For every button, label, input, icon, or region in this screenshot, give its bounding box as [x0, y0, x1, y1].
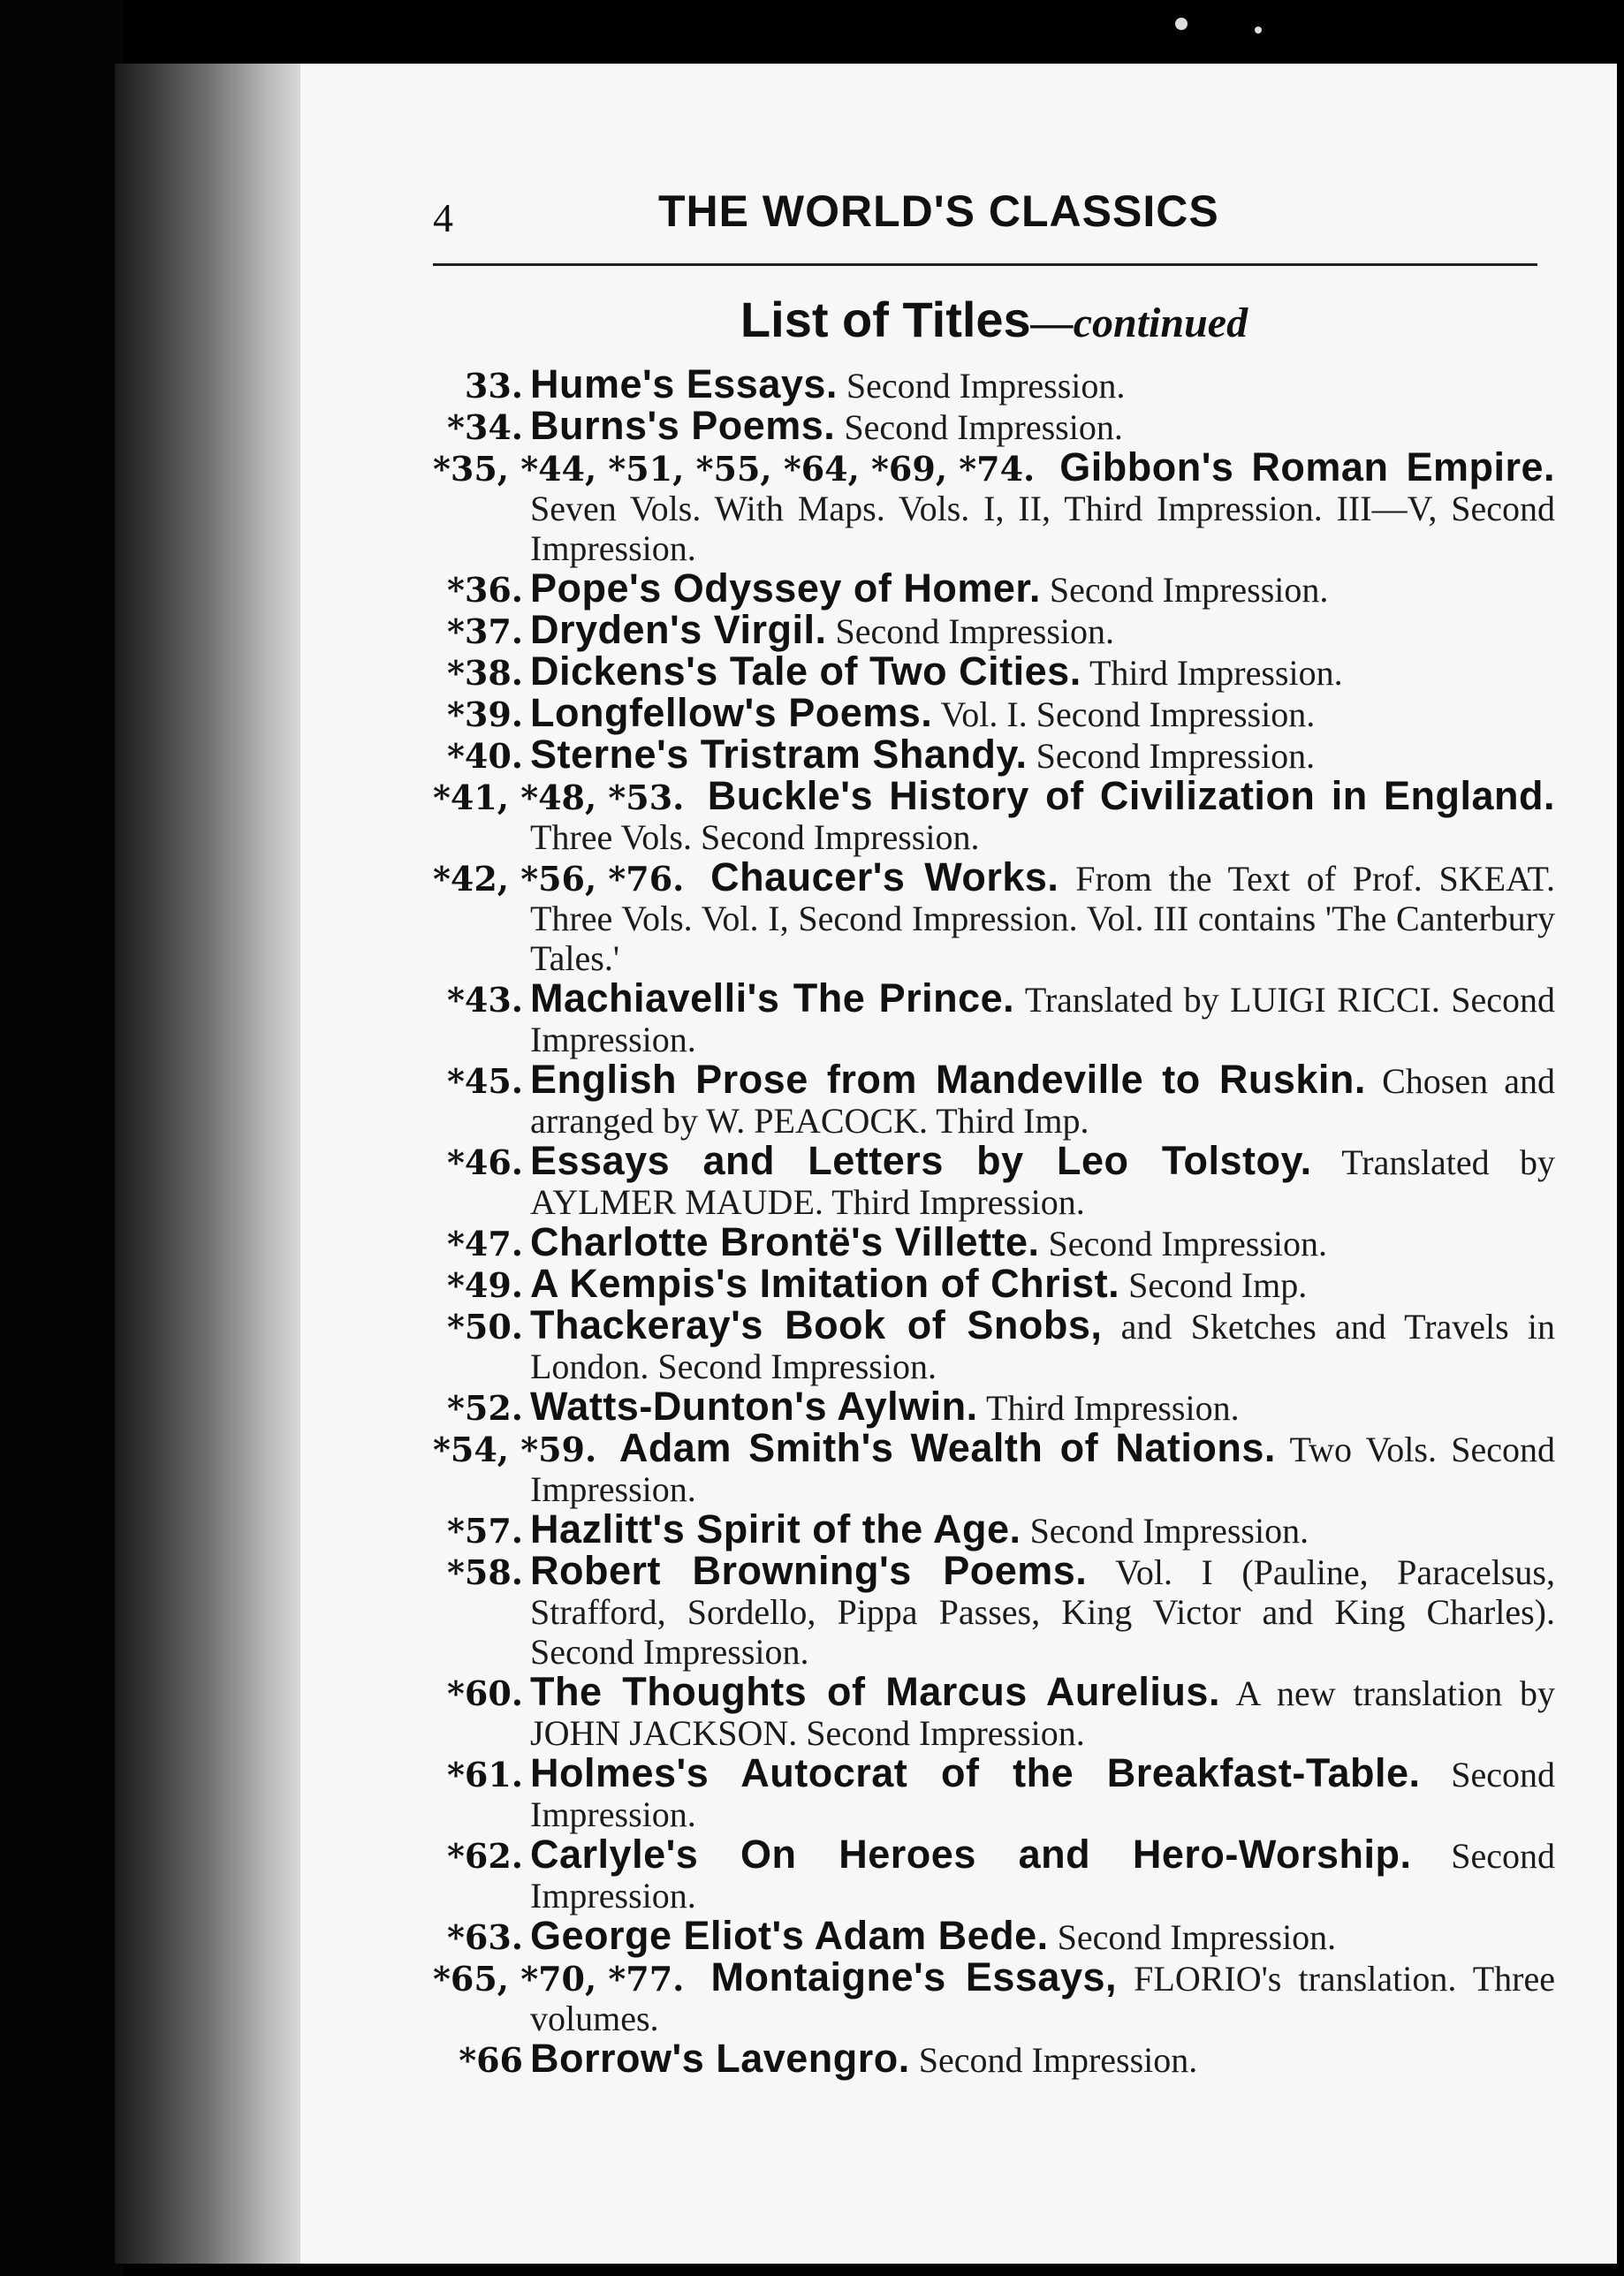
entry-number: *46. — [447, 1142, 523, 1182]
entry-number: *54, *59. — [433, 1430, 597, 1469]
entry-number: *38. — [447, 653, 523, 693]
list-heading — [433, 291, 1555, 348]
list-heading-continued: —continued — [1030, 300, 1248, 346]
entry-number: *63. — [447, 1917, 523, 1957]
entry-description: Second Impression. — [1040, 570, 1329, 610]
entry-number: *62. — [447, 1836, 523, 1876]
entry-title: Watts-Dunton's Aylwin. — [530, 1384, 978, 1429]
running-title: THE WORLD'S CLASSICS — [658, 186, 1219, 236]
entry-number: *58. — [447, 1552, 523, 1592]
entry-description: Second Impression. — [837, 366, 1126, 406]
entry-number: *37. — [447, 611, 523, 651]
entry-number: *43. — [447, 980, 523, 1020]
entry-description: Second Impression. — [1039, 1224, 1327, 1263]
entry-title: Dryden's Virgil. — [530, 607, 827, 652]
entry-description: Translated by LUIGI RICCI. Second Impression. — [530, 980, 1555, 1059]
entry-description: Second Impression. — [530, 1755, 1555, 1834]
list-item — [433, 1302, 1555, 1386]
title-list — [433, 361, 1556, 2081]
entry-title: Borrow's Lavengro. — [530, 2036, 910, 2081]
entry-number: *35, *44, *51, *55, *64, *69, *74. — [433, 449, 1036, 489]
entry-description: Second Imp. — [1119, 1265, 1308, 1305]
film-speck — [1255, 27, 1262, 34]
entry-description: Second Impression. — [1048, 1917, 1337, 1957]
entry-title: Sterne's Tristram Shandy. — [530, 732, 1028, 777]
entry-number: *45. — [447, 1061, 523, 1101]
entry-number: *60. — [447, 1673, 523, 1713]
list-item — [433, 444, 1555, 568]
entry-description: and Sketches and Travels in London. Second Impression. — [530, 1307, 1555, 1386]
entry-description: FLORIO's translation. Three volumes. — [530, 1959, 1555, 2038]
entry-number: *50. — [447, 1307, 523, 1347]
entry-title: A Kempis's Imitation of Christ. — [530, 1261, 1120, 1306]
entry-number: *52. — [447, 1388, 523, 1428]
entry-description: Second Impression. — [826, 611, 1114, 651]
list-item — [433, 854, 1555, 978]
entry-number: *61. — [447, 1755, 523, 1794]
list-item — [433, 1913, 1555, 1958]
entry-title: Gibbon's Roman Empire. — [1042, 444, 1555, 489]
list-item — [433, 1425, 1556, 1509]
page-content — [433, 177, 1555, 2080]
list-item — [433, 361, 1555, 406]
list-item — [433, 1219, 1555, 1264]
list-item — [433, 2038, 1555, 2080]
entry-title: Dickens's Tale of Two Cities. — [530, 649, 1081, 694]
entry-description: Vol. I. Second Impression. — [932, 694, 1316, 734]
entry-title: The Thoughts of Marcus Aurelius. — [530, 1669, 1220, 1714]
list-item — [433, 1669, 1555, 1753]
entry-description: Second Impression. — [1027, 736, 1316, 776]
page-gutter-shadow — [115, 64, 318, 2264]
entry-number: *36. — [447, 570, 523, 610]
entry-description: Second Impression. — [835, 407, 1123, 447]
list-heading-main: List of Titles — [740, 292, 1031, 347]
entry-number: *39. — [447, 694, 523, 734]
entry-number: *40. — [447, 736, 523, 776]
entry-description: Two Vols. Second Impression. — [530, 1430, 1556, 1509]
entry-number: *41, *48, *53. — [433, 778, 685, 817]
entry-number: *49. — [447, 1265, 523, 1305]
entry-number: *65, *70, *77. — [433, 1959, 685, 1999]
list-item — [433, 1263, 1555, 1305]
entry-title: Holmes's Autocrat of the Breakfast-Table. — [530, 1750, 1421, 1795]
entry-description: Seven Vols. With Maps. Vols. I, II, Third Impression. III—V, Second Impression. — [530, 489, 1555, 568]
entry-description: Second Impression. — [909, 2040, 1198, 2080]
list-item — [433, 773, 1555, 857]
list-item — [433, 403, 1555, 448]
list-item — [433, 1386, 1555, 1428]
list-item — [433, 1750, 1555, 1834]
entry-description: Second Impression. — [1021, 1511, 1309, 1551]
entry-description: From the Text of Prof. SKEAT. Three Vols. Vol. I, Second Impression. Vol. III contains 'The Canterbury Tales.' — [530, 859, 1555, 978]
film-margin — [0, 0, 124, 2276]
entry-title: Carlyle's On Heroes and Hero-Worship. — [530, 1832, 1412, 1877]
entry-description: Third Impression. — [1081, 653, 1343, 693]
page-number: 4 — [433, 195, 453, 240]
entry-description: A new translation by JOHN JACKSON. Second Impression. — [530, 1673, 1555, 1753]
entry-title: George Eliot's Adam Bede. — [530, 1913, 1049, 1958]
entry-number: 33. — [464, 366, 523, 406]
list-item — [433, 565, 1555, 611]
header-rule — [433, 263, 1537, 266]
entry-title: Machiavelli's The Prince. — [530, 975, 1015, 1020]
list-item — [433, 975, 1555, 1059]
list-item — [433, 1138, 1555, 1222]
list-item — [433, 1548, 1555, 1672]
film-speck — [1175, 18, 1188, 30]
entry-title: Thackeray's Book of Snobs, — [530, 1302, 1103, 1347]
entry-description: Chosen and arranged by W. PEACOCK. Third Imp. — [530, 1061, 1555, 1141]
list-item — [433, 1059, 1555, 1141]
entry-title: Essays and Letters by Leo Tolstoy. — [530, 1138, 1312, 1183]
entry-title: Hume's Essays. — [530, 361, 838, 406]
entry-title: Robert Browning's Poems. — [530, 1548, 1088, 1593]
list-item — [433, 734, 1555, 776]
running-head — [433, 177, 1555, 239]
entry-title: Montaigne's Essays, — [691, 1954, 1118, 1999]
entry-description: Three Vols. Second Impression. — [530, 817, 980, 857]
list-item — [433, 690, 1555, 735]
list-item — [433, 651, 1555, 693]
entry-title: Buckle's History of Civilization in England. — [691, 773, 1555, 818]
entry-title: Charlotte Brontë's Villette. — [530, 1219, 1040, 1264]
entry-description: Third Impression. — [977, 1388, 1240, 1428]
entry-number: *66 — [459, 2040, 523, 2080]
entry-title: Pope's Odyssey of Homer. — [530, 565, 1041, 611]
entry-number: *34. — [447, 407, 523, 447]
entry-title: Chaucer's Works. — [691, 854, 1059, 899]
list-item — [433, 1954, 1555, 2038]
list-item — [433, 1506, 1555, 1551]
entry-number: *47. — [447, 1224, 523, 1263]
entry-title: Adam Smith's Wealth of Nations. — [603, 1425, 1276, 1470]
entry-description: Translated by AYLMER MAUDE. Third Impression. — [530, 1142, 1555, 1222]
entry-title: Hazlitt's Spirit of the Age. — [530, 1506, 1021, 1551]
list-item — [433, 1834, 1555, 1916]
list-item — [433, 607, 1555, 652]
entry-description: Second Impression. — [530, 1836, 1555, 1916]
entry-title: Longfellow's Poems. — [530, 690, 933, 735]
entry-title: English Prose from Mandeville to Ruskin. — [530, 1057, 1366, 1102]
entry-description: Vol. I (Pauline, Paracelsus, Strafford, Sordello, Pippa Passes, King Victor and King Charles). Second Impression. — [530, 1552, 1555, 1672]
entry-number: *42, *56, *76. — [433, 859, 685, 899]
entry-number: *57. — [447, 1511, 523, 1551]
entry-title: Burns's Poems. — [530, 403, 836, 448]
